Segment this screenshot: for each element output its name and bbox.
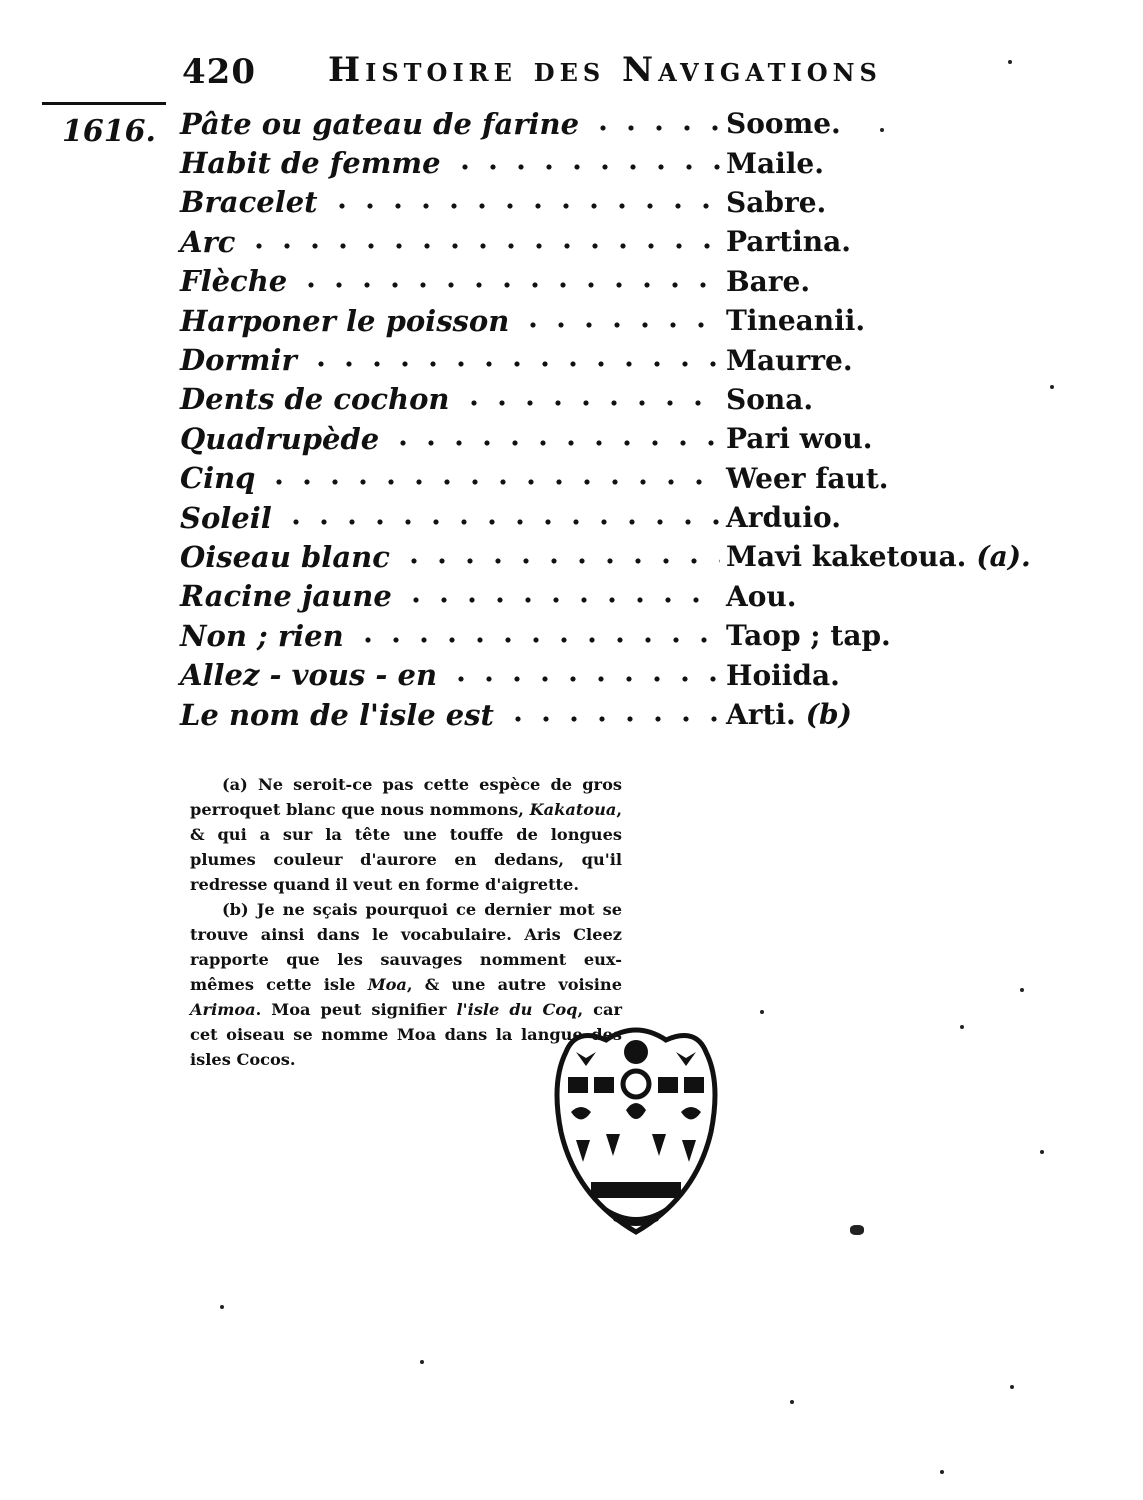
- footnote-ref-a: (a).: [976, 540, 1031, 574]
- dot-leader: [402, 597, 720, 603]
- vocab-term: Oiseau blanc: [180, 539, 390, 574]
- margin-year: 1616.: [62, 114, 156, 149]
- vocab-term: Bracelet: [180, 185, 318, 220]
- ink-speck: [220, 1305, 224, 1309]
- dot-leader: [389, 440, 720, 446]
- vocab-translation: Partina.: [726, 225, 852, 259]
- footnote-b-mark: (b): [222, 900, 249, 919]
- vocab-term: Soleil: [180, 500, 272, 535]
- vocab-row: [180, 340, 1010, 379]
- vocab-row: [180, 380, 1010, 419]
- dot-leader: [282, 519, 720, 525]
- vocab-row: [180, 104, 1010, 143]
- vocab-row: [180, 459, 1010, 498]
- margin-rule: [42, 102, 166, 105]
- printer-ornament-icon: [546, 1022, 726, 1237]
- vocab-translation: Arti.: [726, 698, 796, 732]
- vocab-translation: Soome.: [726, 107, 841, 141]
- vocab-term: Allez - vous - en: [180, 658, 438, 693]
- dot-leader: [307, 361, 720, 367]
- dot-leader: [504, 716, 720, 722]
- vocab-translation: Mavi kaketoua.: [726, 540, 967, 574]
- vocab-term: Dormir: [180, 343, 297, 378]
- vocab-translation: Pari wou.: [726, 422, 873, 456]
- vocab-row: [180, 183, 1010, 222]
- vocab-translation: Maile.: [726, 146, 824, 180]
- vocab-translation: Arduio.: [726, 501, 841, 535]
- ink-speck: [760, 1010, 764, 1014]
- vocab-row: [180, 498, 1010, 537]
- vocab-row: [180, 262, 1010, 301]
- vocab-term: Pâte ou gateau de farine: [180, 106, 580, 141]
- dot-leader: [451, 164, 720, 170]
- dot-leader: [400, 558, 720, 564]
- vocab-row: [180, 695, 1010, 734]
- ink-speck: [880, 128, 884, 132]
- vocab-translation: Weer faut.: [726, 461, 889, 495]
- vocab-term: Habit de femme: [180, 146, 441, 181]
- vocab-row: [180, 222, 1010, 261]
- dot-leader: [519, 322, 720, 328]
- page-number: 420: [182, 52, 256, 92]
- dot-leader: [447, 676, 720, 682]
- vocab-row: [180, 616, 1010, 655]
- vocab-translation: Sabre.: [726, 185, 827, 219]
- footnote-b: (b) Je ne sçais pourquoi ce dernier mot se trouve ainsi dans le vocabulaire. Aris Cleez rapporte que les sauvages nomment eux-mêmes cette isle Moa, & une autre voisine Arimoa. Moa peut signifier l'isle du Coq, car cet oiseau se nomme Moa dans la langue des isles Cocos.: [190, 900, 623, 1069]
- vocab-row: [180, 301, 1010, 340]
- vocab-translation: Sona.: [726, 382, 814, 416]
- vocab-term: Harponer le poisson: [180, 303, 510, 338]
- vocab-translation: Aou.: [726, 579, 797, 613]
- footnote-ref-b: (b): [805, 698, 852, 732]
- ink-speck: [1050, 385, 1054, 389]
- ink-speck: [1008, 60, 1012, 64]
- ink-speck: [790, 1400, 794, 1404]
- ink-speck: [960, 1025, 964, 1029]
- vocabulary-list: [180, 104, 1031, 734]
- ink-speck: [940, 1470, 944, 1474]
- dot-leader: [460, 400, 721, 406]
- vocab-row: [180, 577, 1010, 616]
- ink-blot: [850, 1225, 864, 1235]
- vocab-term: Racine jaune: [180, 579, 392, 614]
- vocab-translation: Maurre.: [726, 343, 853, 377]
- vocab-term: Cinq: [180, 461, 256, 496]
- vocab-term: Quadrupède: [180, 421, 380, 456]
- vocab-term: Le nom de l'isle est: [180, 697, 494, 732]
- vocab-translation: Tineanii.: [726, 304, 866, 338]
- vocab-row: [180, 655, 1010, 694]
- vocab-row: [180, 537, 1031, 576]
- dot-leader: [265, 479, 720, 485]
- dot-leader: [297, 282, 720, 288]
- dot-leader: [354, 637, 720, 643]
- ink-speck: [420, 1360, 424, 1364]
- dot-leader: [245, 243, 720, 249]
- running-title: Histoire des Navigations: [328, 50, 882, 90]
- vocab-row: [180, 143, 1010, 182]
- ink-speck: [1010, 1385, 1014, 1389]
- dot-leader: [589, 125, 720, 131]
- vocab-term: Flèche: [180, 264, 288, 299]
- footnote-a-mark: (a): [222, 775, 248, 794]
- vocab-row: [180, 419, 1010, 458]
- ink-speck: [1020, 988, 1024, 992]
- vocab-term: Dents de cochon: [180, 382, 450, 417]
- vocab-term: Arc: [180, 224, 236, 259]
- vocab-translation: Hoiida.: [726, 658, 840, 692]
- vocab-translation: Bare.: [726, 264, 811, 298]
- footnote-a: (a) Ne seroit-ce pas cette espèce de gros perroquet blanc que nous nommons, Kakatoua, & qui a sur la tête une touffe de longues plumes couleur d'aurore en dedans, qu'il redresse quand il veut en forme d'aigrette.: [190, 775, 622, 894]
- ink-speck: [1040, 1150, 1044, 1154]
- vocab-translation: Taop ; tap.: [726, 619, 891, 653]
- vocab-term: Non ; rien: [180, 618, 344, 653]
- dot-leader: [328, 203, 720, 209]
